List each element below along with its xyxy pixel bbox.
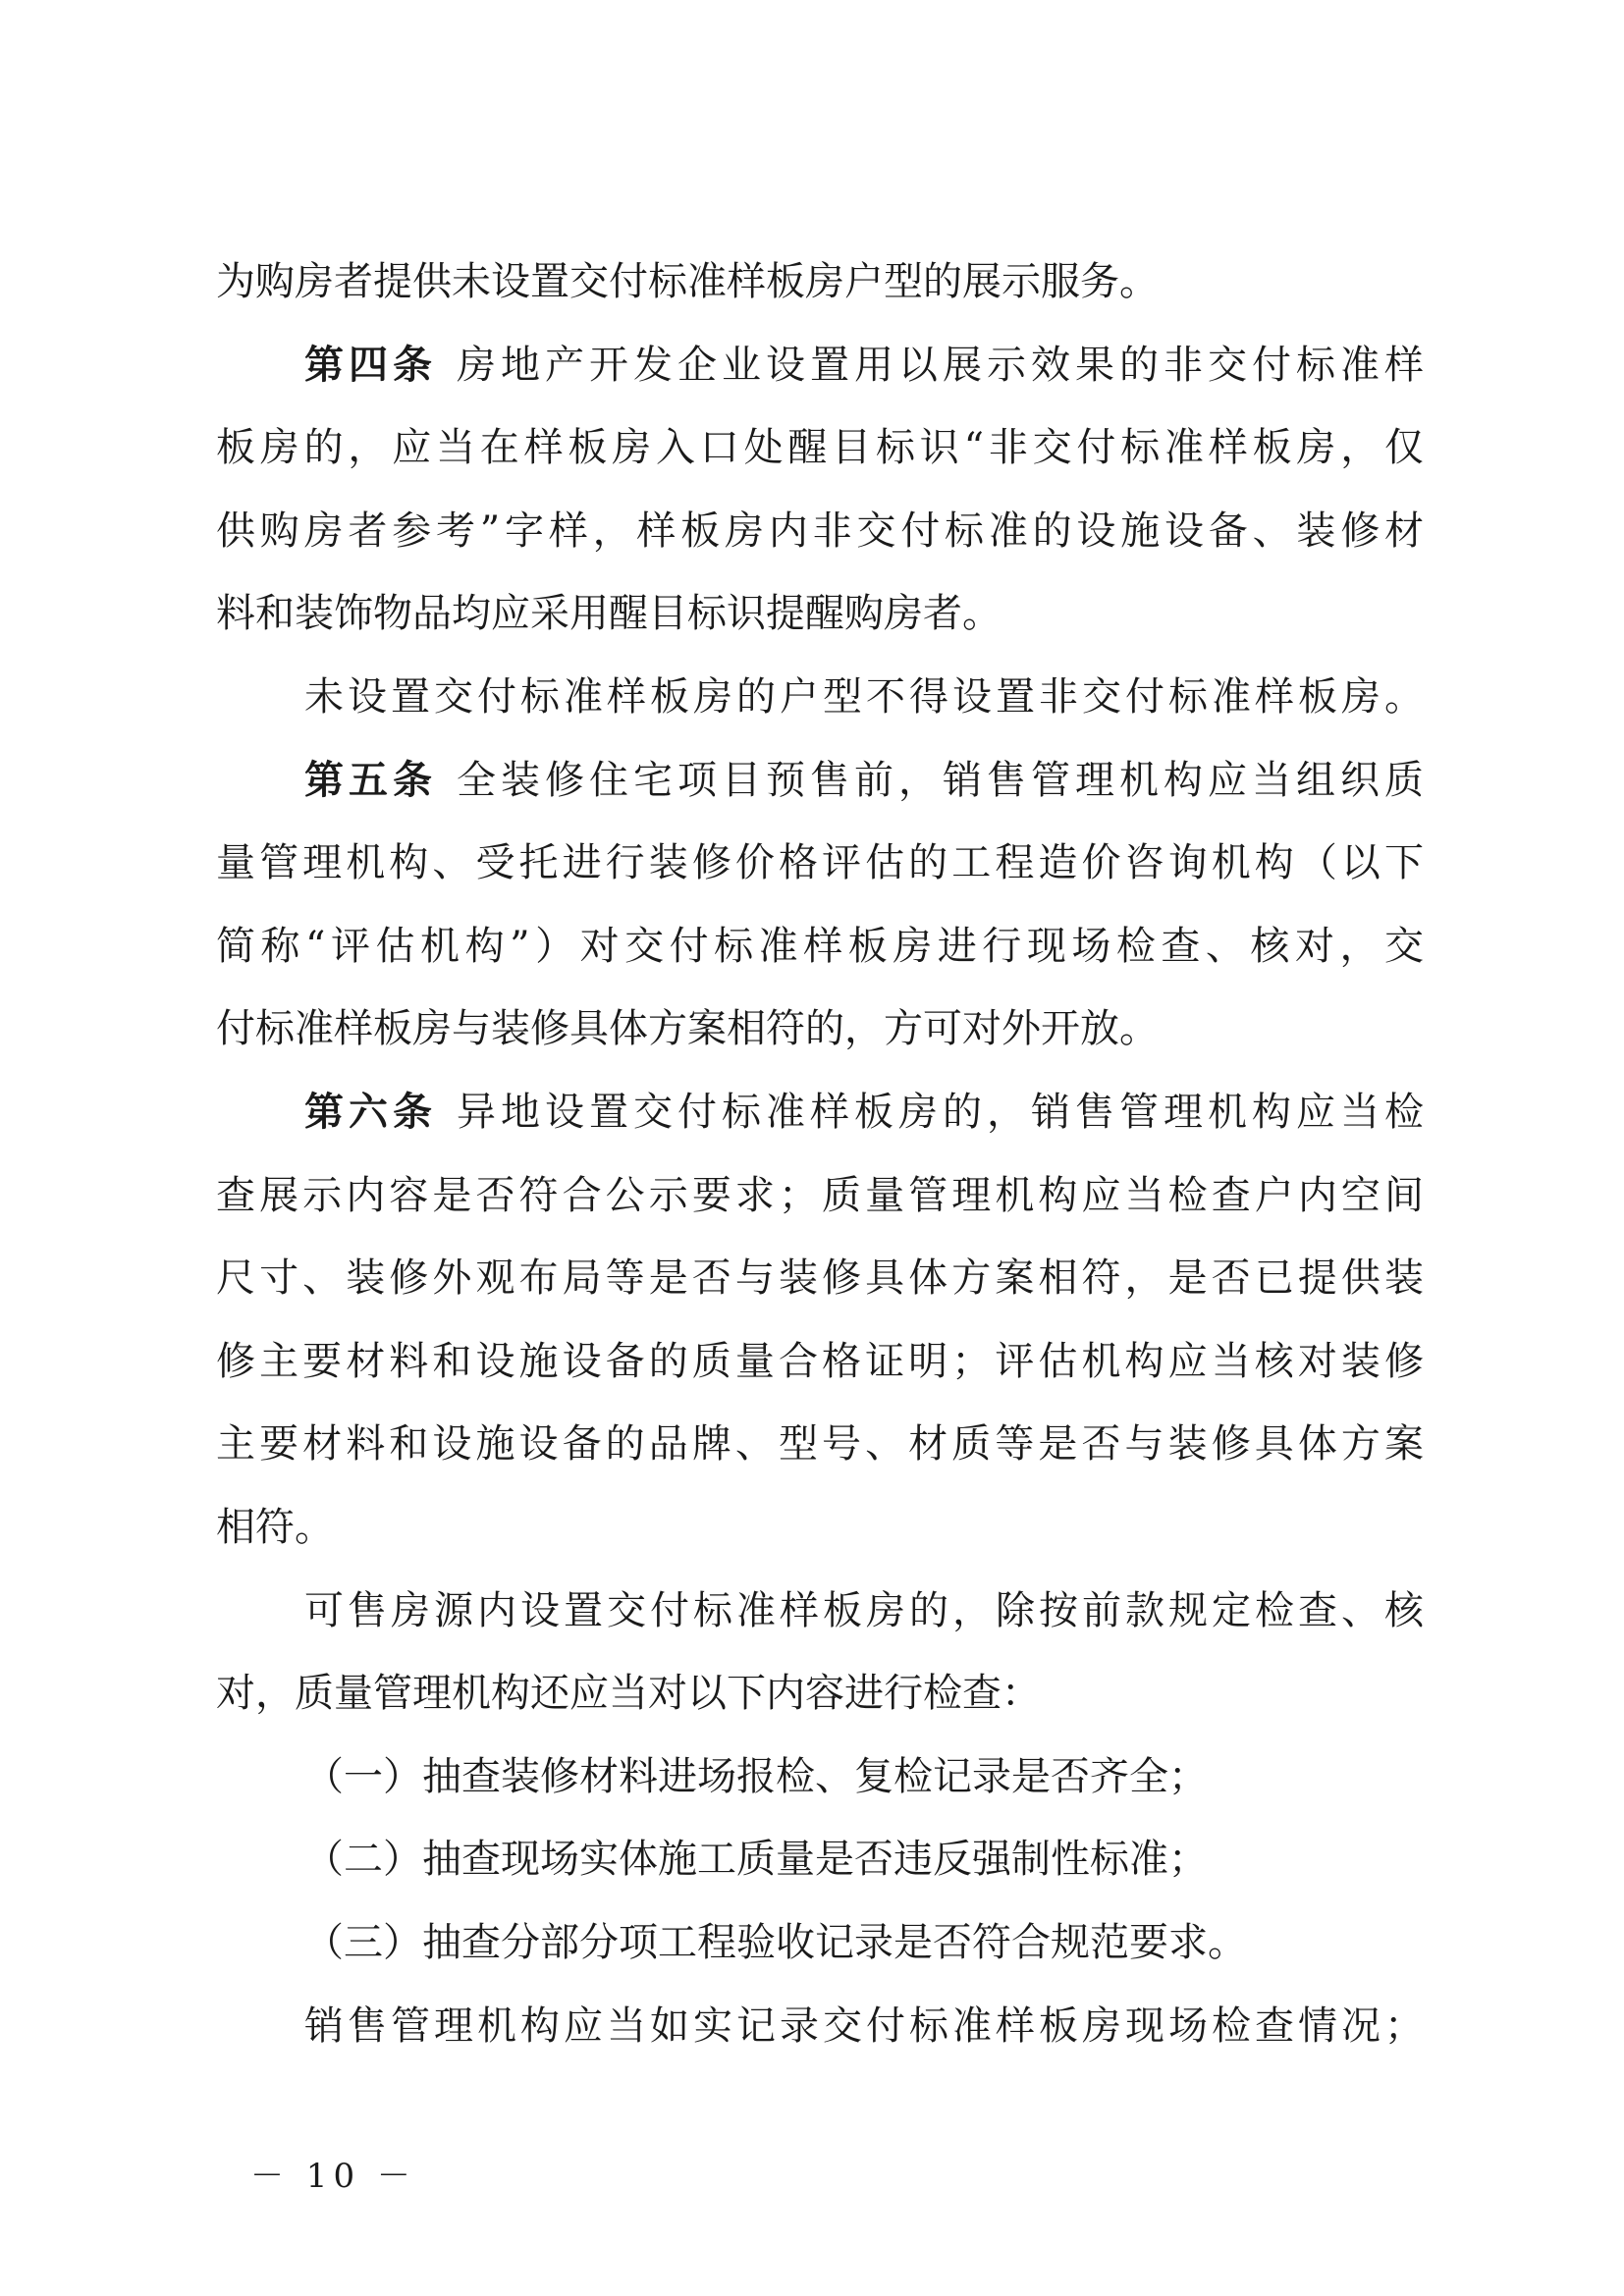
list-item: [304, 1825, 1424, 1894]
line-text: 主要材料和设施设备的品牌、型号、材质等是否与装修具体方案: [216, 1421, 1424, 1467]
article-heading-line: [304, 1078, 1424, 1147]
line-text: 料和装饰物品均应采用醒目标识提醒购房者。: [216, 591, 1001, 636]
line-text: 简称“评估机构”）对交付标准样板房进行现场检查、核对，交: [216, 924, 1424, 969]
article-heading-line: [304, 746, 1424, 815]
line-text: 房地产开发企业设置用以展示效果的非交付标准样: [457, 343, 1424, 388]
text-line: [216, 413, 1424, 482]
text-line: [216, 1493, 1424, 1562]
article-label: 第五条: [304, 758, 437, 803]
text-line: [216, 994, 1424, 1063]
line-text: 量管理机构、受托进行装修价格评估的工程造价咨询机构（以下: [216, 840, 1424, 885]
line-text: （三）抽查分部分项工程验收记录是否符合规范要求。: [304, 1920, 1247, 1965]
line-text: 供购房者参考”字样，样板房内非交付标准的设施设备、装修材: [216, 508, 1424, 554]
article-label: 第六条: [304, 1090, 437, 1135]
line-text: 销售管理机构应当如实记录交付标准样板房现场检查情况；: [304, 2003, 1424, 2049]
line-text: 付标准样板房与装修具体方案相符的，方可对外开放。: [216, 1006, 1159, 1051]
article-heading-line: [304, 331, 1424, 400]
line-text: 对，质量管理机构还应当对以下内容进行检查：: [216, 1671, 1041, 1716]
line-text: 修主要材料和设施设备的质量合格证明；评估机构应当核对装修: [216, 1339, 1424, 1384]
line-text: 未设置交付标准样板房的户型不得设置非交付标准样板房。: [304, 674, 1424, 720]
line-text: 查展示内容是否符合公示要求；质量管理机构应当检查户内空间: [216, 1173, 1424, 1218]
line-text: 全装修住宅项目预售前，销售管理机构应当组织质: [457, 758, 1424, 803]
text-line: [216, 1327, 1424, 1396]
line-text: 板房的，应当在样板房入口处醒目标识“非交付标准样板房，仅: [216, 425, 1424, 470]
line-text: 相符。: [216, 1505, 334, 1550]
line-text: 异地设置交付标准样板房的，销售管理机构应当检: [457, 1090, 1424, 1135]
text-line: [216, 1161, 1424, 1230]
line-text: 尺寸、装修外观布局等是否与装修具体方案相符，是否已提供装: [216, 1255, 1424, 1301]
text-line: [216, 1659, 1424, 1728]
text-line: [304, 1576, 1424, 1645]
list-item: [304, 1742, 1424, 1811]
line-text: 可售房源内设置交付标准样板房的，除按前款规定检查、核: [304, 1588, 1424, 1633]
page-number: － 10 －: [250, 2157, 416, 2196]
text-line: [216, 912, 1424, 981]
text-line: [216, 247, 1424, 316]
list-item: [304, 1908, 1424, 1977]
line-text: 为购房者提供未设置交付标准样板房户型的展示服务。: [216, 259, 1159, 304]
text-line: [216, 579, 1424, 648]
text-line: [216, 1410, 1424, 1478]
line-text: （一）抽查装修材料进场报检、复检记录是否齐全；: [304, 1754, 1208, 1799]
text-line: [216, 1244, 1424, 1312]
text-line: [304, 1992, 1424, 2060]
article-label: 第四条: [304, 343, 437, 388]
text-line: [216, 497, 1424, 565]
text-line: [216, 828, 1424, 897]
line-text: （二）抽查现场实体施工质量是否违反强制性标准；: [304, 1837, 1208, 1882]
text-line: [304, 663, 1424, 731]
